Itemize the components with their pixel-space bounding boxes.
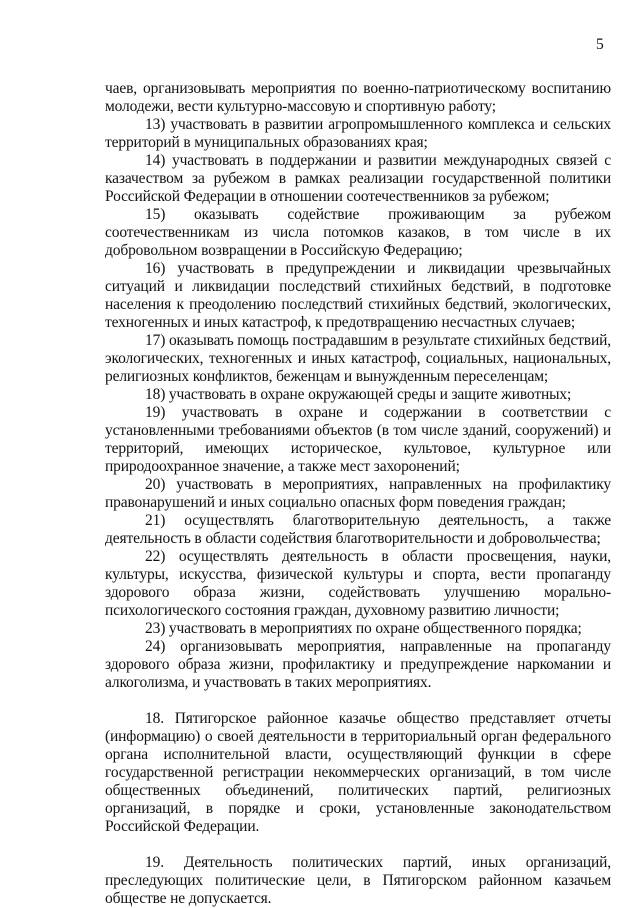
list-item-22: 22) осуществлять деятельность в области просвещения, науки, культуры, искусства, физической культуры и спорта, вести пропаганду здорового образа жизни, содействовать улучшению морально-психологического состояния граждан, духовному развитию личности;	[105, 548, 611, 619]
list-item-20: 20) участвовать в мероприятиях, направленных на профилактику правонарушений и иных социально опасных форм поведения граждан;	[105, 476, 611, 511]
list-item-13: 13) участвовать в развитии агропромышленного комплекса и сельских территорий в муниципальных образованиях края;	[105, 116, 611, 151]
list-item-16: 16) участвовать в предупреждении и ликвидации чрезвычайных ситуаций и ликвидации последствий стихийных бедствий, в подготовке населения к преодолению последствий стихийных бедствий, экологических, техногенных и иных катастроф, к предотвращению несчастных случаев;	[105, 260, 611, 331]
list-item-14: 14) участвовать в поддержании и развитии международных связей с казачеством за рубежом в рамках реализации государственной политики Российской Федерации в отношении соотечественников за рубежом;	[105, 152, 611, 205]
section-19-paragraph: 19. Деятельность политических партий, иных организаций, преследующих политические цели, в Пятигорском районном казачьем обществе не допускается.	[105, 854, 611, 907]
list-item-15: 15) оказывать содействие проживающим за рубежом соотечественникам из числа потомков казаков, в том числе в их добровольном возвращении в Российскую Федерацию;	[105, 206, 611, 259]
list-item-24: 24) организовывать мероприятия, направленные на пропаганду здорового образа жизни, профилактику и предупреждение наркомании и алкоголизма, и участвовать в таких мероприятиях.	[105, 638, 611, 691]
numbered-list	[105, 116, 611, 692]
list-item-21: 21) осуществлять благотворительную деятельность, а также деятельность в области содействия благотворительности и добровольчества;	[105, 512, 611, 547]
list-item-17: 17) оказывать помощь пострадавшим в результате стихийных бедствий, экологических, техногенных и иных катастроф, социальных, национальных, религиозных конфликтов, беженцам и вынужденным переселенцам;	[105, 332, 611, 385]
continuation-paragraph: чаев, организовывать мероприятия по военно-патриотическому воспитанию молодежи, вести культурно-массовую и спортивную работу;	[105, 80, 611, 115]
list-item-18: 18) участвовать в охране окружающей среды и защите животных;	[145, 386, 572, 403]
page-number: 5	[596, 36, 604, 53]
section-18-paragraph: 18. Пятигорское районное казачье общество представляет отчеты (информацию) о своей деятельности в территориальный орган федерального органа исполнительной власти, осуществляющий функции в сфере государственной регистрации некоммерческих организаций, в том числе общественных объединений, политических партий, религиозных организаций, в порядке и сроки, установленные законодательством Российской Федерации.	[105, 710, 611, 835]
list-item-19: 19) участвовать в охране и содержании в соответствии с установленными требованиями объектов (в том числе зданий, сооружений) и территорий, имеющих историческое, культовое, культурное или природоохранное значение, а также мест захоронений;	[105, 404, 611, 475]
list-item-23: 23) участвовать в мероприятиях по охране общественного порядка;	[145, 620, 582, 637]
document-body	[105, 80, 611, 908]
